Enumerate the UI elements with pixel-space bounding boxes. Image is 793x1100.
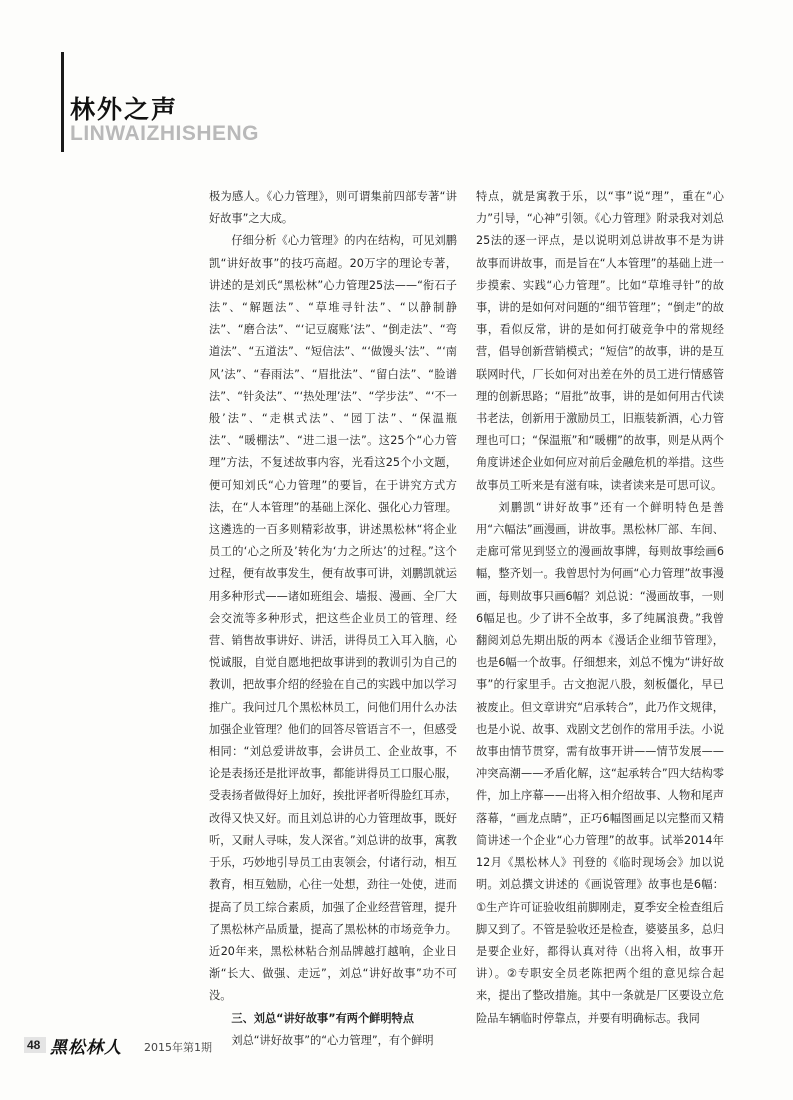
section-heading: 三、刘总“讲好故事”有两个鲜明特点 bbox=[231, 1011, 414, 1025]
paragraph: 特点，就是寓教于乐，以“事”说“理”，重在“心力”引导，“心神”引领。《心力管理》附录我对刘总25法的逐一评点，是以说明刘总讲故事不是为讲故事而讲故事，而是旨在“人本管理”的基础上进一步摸索、实践“心力管理”。比如“草堆寻针”的故事，讲的是如何对问题的“细节管理”；“倒走”的故事，看似反常，讲的是如何打破竞争中的常规经营，倡导创新营销模式；“短信”的故事，讲的是互联网时代，厂长如何对出差在外的员工进行情感管理的创新思路；“眉批”故事，讲的是如何用古代读书老法，创新用于激励员工，旧瓶装新酒，心力管理也可口；“保温瓶”和“暖棚”的故事，则是从两个角度讲述企业如何应对前后金融危机的举措。这些故事员工听来是有滋有味，读者读来是可思可议。 bbox=[476, 190, 724, 492]
issue-label: 2015年第1期 bbox=[144, 1041, 212, 1054]
page-footer bbox=[0, 1036, 793, 1056]
magazine-logo: 黑松林人 bbox=[50, 1038, 122, 1058]
page-number: 48 bbox=[27, 1038, 41, 1052]
section-title: 林外之声 bbox=[70, 95, 179, 124]
section-accent-bar bbox=[61, 52, 64, 152]
paragraph: 仔细分析《心力管理》的内在结构，可见刘鹏凯“讲好故事”的技巧高超。20万字的理论专著，讲述的是刘氏“黑松林”心力管理25法——“衔石子法”、“解题法”、“草堆寻针法”、“以静制静法”、“磨合法”、“‘记豆腐账’法”、“倒走法”、“弯道法”、“五道法”、“短信法”、“‘做馒头’法”、“‘南风’法”、“春雨法”、“眉批法”、“留白法”、“脸谱法”、“针灸法”、“‘热处理’法”、“学步法”、“‘不一般’法”、“走棋式法”、“园丁法”、“保温瓶法”、“暖棚法”、“进二退一法”。这25个“心力管理”方法，不复述故事内容，光看这25个小文题，便可知刘氏“心力管理”的要旨，在于讲究方式方法，在“人本管理”的基础上深化、强化心力管理。这遴选的一百多则精彩故事，讲述黑松林“将企业员工的‘心之所及’转化为‘力之所达’的过程。”这个过程，便有故事发生，便有故事可讲，刘鹏凯就运用多种形式——诸如班组会、墙报、漫画、全厂大会交流等多种形式，把这些企业员工的管理、经营、销售故事讲好、讲活，讲得员工入耳入脑，心悦诚服，自觉自愿地把故事讲到的教训引为自己的教训，把故事介绍的经验在自己的实践中加以学习推广。我问过几个黑松林员工，问他们用什么办法加强企业管理？他们的回答尽管语言不一，但感受相同：“刘总爱讲故事，会讲员工、企业故事，不论是表扬还是批评故事，都能讲得员工口服心服，受表扬者做得好上加好，挨批评者听得脸红耳赤，改得又快又好。而且刘总讲的心力管理故事，既好听，又耐人寻味，发人深省。”刘总讲的故事，寓教于乐，巧妙地引导员工由衷领会，付诸行动，相互教育，相互勉励，心往一处想，劲往一处使，进而提高了员工综合素质，加强了企业经营管理，提升了黑松林产品质量，提高了黑松林的市场竞争力。近20年来，黑松林粘合剂品牌越打越响，企业日渐“长大、做强、走远”，刘总“讲好故事”功不可没。 bbox=[209, 234, 457, 1003]
paragraph: 极为感人。《心力管理》，则可谓集前四部专著“讲好故事”之大成。 bbox=[209, 190, 457, 226]
article-column-right bbox=[476, 186, 724, 1030]
section-subtitle: LINWAIZHISHENG bbox=[70, 122, 259, 145]
paragraph: 刘总“讲好故事”的“心力管理”，有个鲜明 bbox=[231, 1033, 434, 1047]
article-column-left bbox=[209, 186, 457, 1052]
paragraph: 刘鹏凯“讲好故事”还有一个鲜明特色是善用“六幅法”画漫画，讲故事。黑松林厂部、车间、走廊可常见到竖立的漫画故事牌，每则故事绘画6幅，整齐划一。我曾思忖为何画“心力管理”故事漫画，每则故事只画6幅？刘总说：“漫画故事，一则6幅足也。少了讲不全故事，多了纯属浪费。”我曾翻阅刘总先期出版的两本《漫话企业细节管理》，也是6幅一个故事。仔细想来，刘总不愧为“讲好故事”的行家里手。古文抱泥八股，刻板僵化，早已被废止。但文章讲究“启承转合”，此乃作文规律，也是小说、故事、戏剧文艺创作的常用手法。小说故事由情节贯穿，需有故事开讲——情节发展——冲突高潮——矛盾化解，这“起承转合”四大结构零件，加上序幕——出将入相介绍故事、人物和尾声落幕，“画龙点睛”，正巧6幅图画足以完整而又精简讲述一个企业“心力管理”的故事。试举2014年12月《黑松林人》刊登的《临时现场会》加以说明。刘总撰文讲述的《画说管理》故事也是6幅：①生产许可证验收组前脚刚走，夏季安全检查组后脚又到了。不管是验收还是检查，婆婆虽多，总归是要企业好，都得认真对待（出将入相，故事开讲）。②专职安全员老陈把两个组的意见综合起来，提出了整改措施。其中一条就是厂区要设立危险品车辆临时停靠点，并要有明确标志。我同 bbox=[476, 500, 724, 1025]
